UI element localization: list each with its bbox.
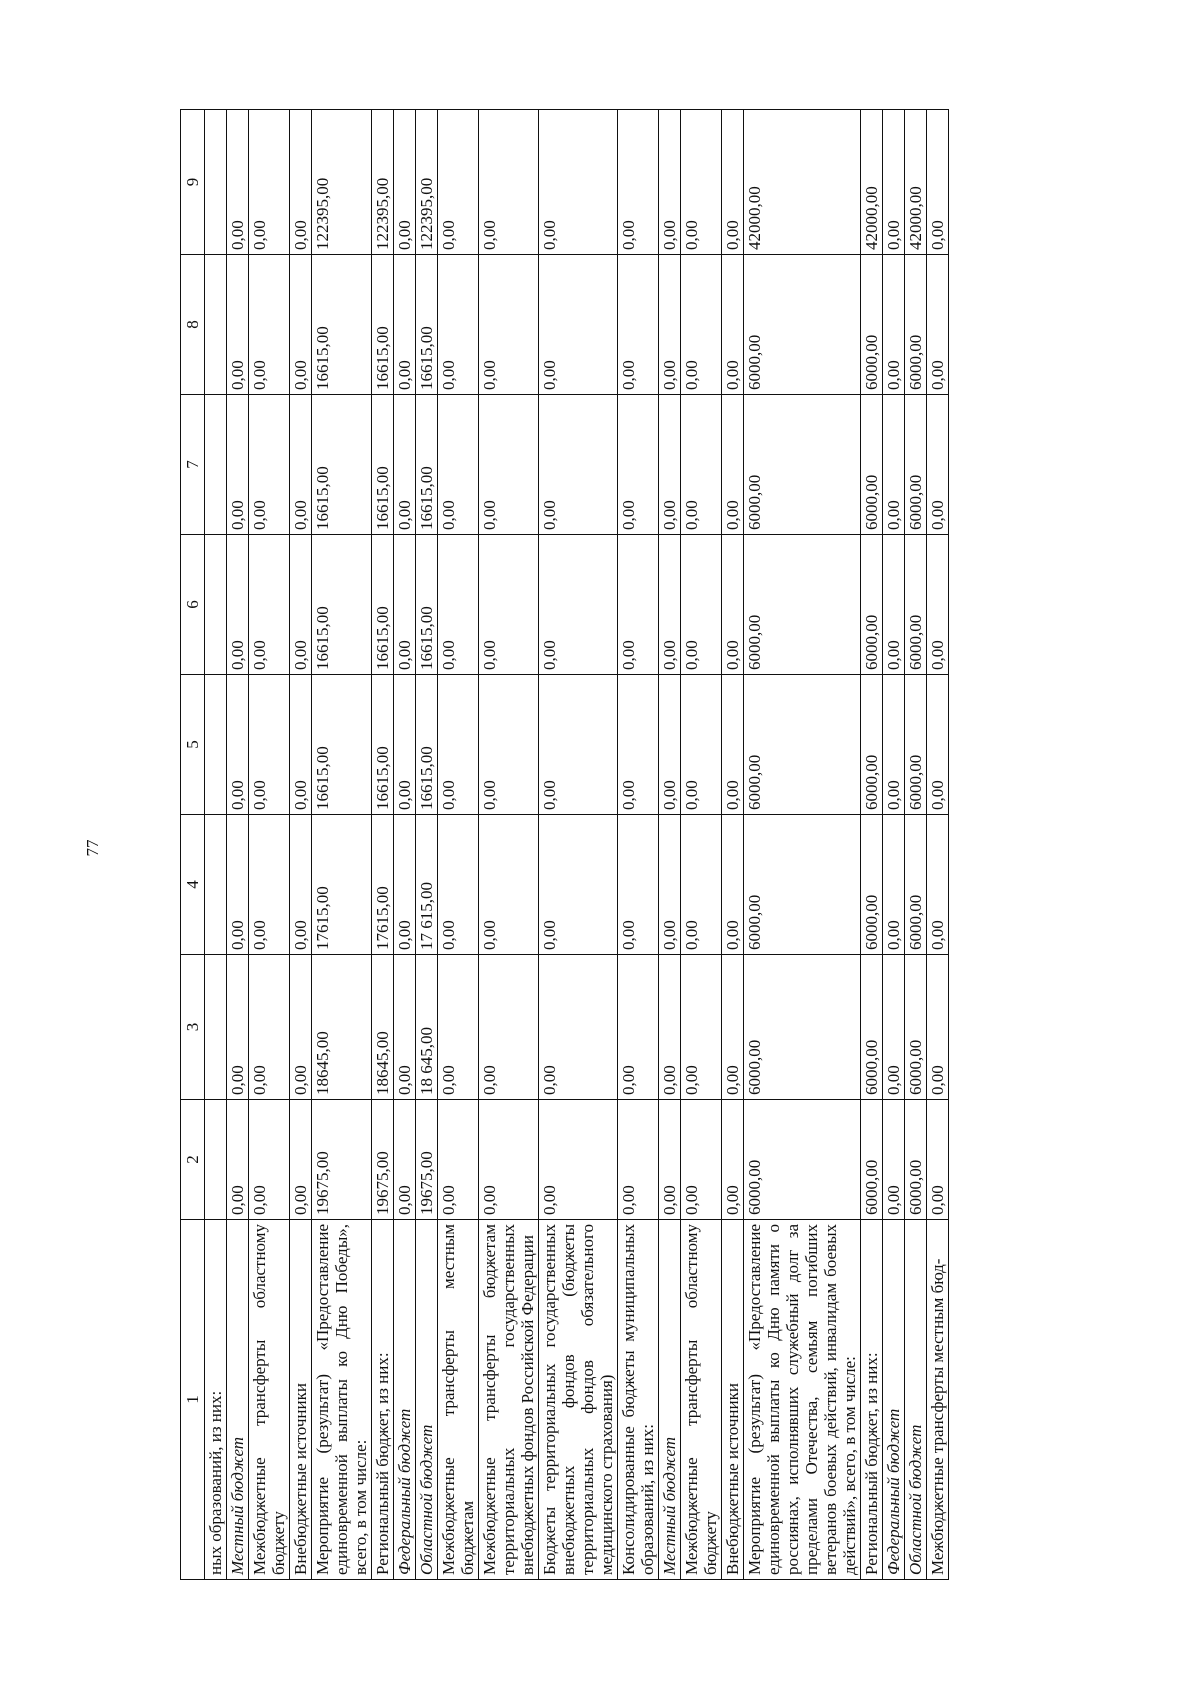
table-cell-value: 16615,00 [416, 675, 438, 815]
table-cell-value: 0,00 [722, 955, 744, 1100]
table-cell-value: 0,00 [659, 955, 681, 1100]
table-cell-value: 16615,00 [312, 255, 372, 395]
row-label: Мероприятие (результат) «Предоставление единовременной выплаты ко Дню памяти о россиянах, исполнявших служебный долг за пределами Отечества, семьям погибших ветеранов боевых действий, инвалидам боевых действий», всего, в том числе: [744, 1220, 861, 1580]
table-cell-value: 17615,00 [372, 815, 394, 955]
table-cell-value: 0,00 [539, 535, 618, 675]
table-cell-value: 0,00 [249, 395, 290, 535]
table-cell-value: 122395,00 [372, 110, 394, 255]
table-cell-value: 0,00 [883, 535, 905, 675]
table-cell-value: 0,00 [681, 395, 722, 535]
table-cell-value: 0,00 [438, 955, 479, 1100]
column-header: 1 [181, 1220, 205, 1580]
table-cell-value: 0,00 [249, 815, 290, 955]
table-cell-value: 0,00 [722, 395, 744, 535]
table-cell-value: 0,00 [883, 1100, 905, 1220]
table-row [905, 110, 927, 1580]
table-cell-value: 42000,00 [861, 110, 883, 255]
table-cell-value: 0,00 [227, 255, 249, 395]
row-label: Региональный бюджет, из них: [372, 1220, 394, 1580]
table-body [205, 110, 949, 1580]
table-cell-value: 0,00 [681, 535, 722, 675]
table-cell-value: 0,00 [539, 675, 618, 815]
table-cell-value: 42000,00 [744, 110, 861, 255]
table-cell-value: 0,00 [681, 110, 722, 255]
table-cell-value: 0,00 [927, 815, 949, 955]
table-cell-value: 6000,00 [905, 1100, 927, 1220]
table-cell-value: 6000,00 [861, 535, 883, 675]
row-label: Бюджеты территориальных государственных внебюджетных фондов (бюджеты территориальных фондов обязательного медицинского страхования) [539, 1220, 618, 1580]
table-cell-value: 0,00 [249, 255, 290, 395]
page-number: 77 [83, 839, 102, 857]
table-cell-value: 0,00 [394, 675, 416, 815]
table-cell-value: 0,00 [927, 110, 949, 255]
table-cell-value: 18 645,00 [416, 955, 438, 1100]
table-cell-value: 0,00 [883, 255, 905, 395]
table-cell-value: 19675,00 [312, 1100, 372, 1220]
table-cell-value: 0,00 [249, 535, 290, 675]
table-cell-value: 0,00 [438, 395, 479, 535]
table-cell-value: 122395,00 [312, 110, 372, 255]
table-cell-value: 0,00 [539, 1100, 618, 1220]
table-row [618, 110, 659, 1580]
row-label: Мероприятие (результат) «Предоставление единовременной выплаты ко Дню Победы», всего, в том числе: [312, 1220, 372, 1580]
table-row [205, 110, 227, 1580]
table-cell-value: 0,00 [618, 675, 659, 815]
table-cell-value: 6000,00 [861, 1100, 883, 1220]
table-cell-value: 0,00 [394, 815, 416, 955]
table-cell-value: 0,00 [249, 675, 290, 815]
table-row [861, 110, 883, 1580]
table-cell-value [205, 535, 227, 675]
row-label: Межбюджетные трансферты областному бюджету [681, 1220, 722, 1580]
column-header: 5 [181, 675, 205, 815]
table-cell-value: 0,00 [659, 535, 681, 675]
table-cell-value: 0,00 [681, 675, 722, 815]
table-cell-value: 0,00 [227, 395, 249, 535]
table-cell-value: 0,00 [227, 1100, 249, 1220]
table-cell-value: 0,00 [539, 815, 618, 955]
table-cell-value: 6000,00 [744, 255, 861, 395]
table-cell-value: 0,00 [618, 955, 659, 1100]
table-cell-value: 0,00 [927, 535, 949, 675]
table-cell-value: 0,00 [659, 815, 681, 955]
column-header: 2 [181, 1100, 205, 1220]
table-cell-value: 0,00 [479, 255, 539, 395]
table-cell-value: 0,00 [618, 1100, 659, 1220]
row-label: Областной бюджет [416, 1220, 438, 1580]
table-cell-value: 0,00 [290, 955, 312, 1100]
table-cell-value: 0,00 [394, 535, 416, 675]
table-cell-value: 6000,00 [861, 255, 883, 395]
table-cell-value: 0,00 [927, 955, 949, 1100]
table-cell-value: 0,00 [438, 535, 479, 675]
table-row [539, 110, 618, 1580]
table-cell-value: 0,00 [722, 535, 744, 675]
row-label: Внебюджетные источники [722, 1220, 744, 1580]
table-cell-value: 0,00 [249, 955, 290, 1100]
table-cell-value: 6000,00 [905, 955, 927, 1100]
table-cell-value: 0,00 [927, 675, 949, 815]
table-cell-value: 0,00 [539, 395, 618, 535]
row-label: Межбюджетные трансферты бюджетам территориальных государственных внебюджетных фондов Российской Федерации [479, 1220, 539, 1580]
column-header: 4 [181, 815, 205, 955]
table-cell-value: 16615,00 [416, 255, 438, 395]
table-cell-value: 16615,00 [372, 255, 394, 395]
table-cell-value: 0,00 [883, 110, 905, 255]
table-row [249, 110, 290, 1580]
table-cell-value: 18645,00 [372, 955, 394, 1100]
table-cell-value: 0,00 [479, 955, 539, 1100]
table-cell-value: 0,00 [618, 110, 659, 255]
table-cell-value [205, 815, 227, 955]
column-header: 6 [181, 535, 205, 675]
table-cell-value: 0,00 [722, 255, 744, 395]
table-cell-value: 0,00 [659, 675, 681, 815]
table-cell-value: 6000,00 [744, 395, 861, 535]
table-cell-value: 0,00 [290, 395, 312, 535]
row-label: Местный бюджет [227, 1220, 249, 1580]
table-cell-value: 0,00 [394, 395, 416, 535]
table-cell-value: 0,00 [438, 1100, 479, 1220]
row-label: Внебюджетные источники [290, 1220, 312, 1580]
table-cell-value: 6000,00 [861, 815, 883, 955]
table-cell-value: 0,00 [618, 255, 659, 395]
table-cell-value: 16615,00 [372, 535, 394, 675]
table-cell-value: 0,00 [681, 815, 722, 955]
table-cell-value: 0,00 [681, 255, 722, 395]
table-cell-value: 6000,00 [905, 535, 927, 675]
table-cell-value: 0,00 [681, 955, 722, 1100]
table-cell-value: 0,00 [249, 1100, 290, 1220]
table-cell-value: 16615,00 [416, 395, 438, 535]
table-cell-value: 0,00 [394, 255, 416, 395]
table-cell-value: 0,00 [290, 110, 312, 255]
table-cell-value: 0,00 [659, 395, 681, 535]
table-row [416, 110, 438, 1580]
table-cell-value: 16615,00 [372, 395, 394, 535]
row-label: Консолидированные бюджеты муниципальных образований, из них: [618, 1220, 659, 1580]
row-label: Федеральный бюджет [394, 1220, 416, 1580]
table-cell-value: 0,00 [290, 255, 312, 395]
table-cell-value: 0,00 [539, 955, 618, 1100]
table-cell-value: 0,00 [722, 1100, 744, 1220]
table-cell-value: 0,00 [227, 110, 249, 255]
column-header: 8 [181, 255, 205, 395]
table-cell-value: 0,00 [394, 955, 416, 1100]
table-cell-value: 6000,00 [905, 675, 927, 815]
table-cell-value: 0,00 [479, 395, 539, 535]
row-label: Федеральный бюджет [883, 1220, 905, 1580]
table-cell-value: 0,00 [618, 535, 659, 675]
table-cell-value: 6000,00 [905, 395, 927, 535]
table-cell-value: 0,00 [722, 675, 744, 815]
table-row [883, 110, 905, 1580]
table-cell-value: 0,00 [438, 110, 479, 255]
table-cell-value [205, 955, 227, 1100]
table-cell-value: 0,00 [290, 815, 312, 955]
table-cell-value: 6000,00 [744, 675, 861, 815]
table-cell-value: 6000,00 [861, 395, 883, 535]
table-cell-value: 16615,00 [312, 535, 372, 675]
table-cell-value: 18645,00 [312, 955, 372, 1100]
table-cell-value: 0,00 [438, 255, 479, 395]
table-cell-value: 6000,00 [905, 255, 927, 395]
table-row [290, 110, 312, 1580]
table-cell-value: 0,00 [659, 255, 681, 395]
table-cell-value: 0,00 [927, 255, 949, 395]
table-cell-value: 6000,00 [861, 955, 883, 1100]
row-label: ных образований, из них: [205, 1220, 227, 1580]
rotated-table-container [180, 110, 1040, 1580]
table-cell-value: 0,00 [479, 110, 539, 255]
table-cell-value: 16615,00 [372, 675, 394, 815]
table-cell-value: 16615,00 [312, 675, 372, 815]
table-cell-value: 16615,00 [312, 395, 372, 535]
table-cell-value: 0,00 [227, 955, 249, 1100]
table-row [372, 110, 394, 1580]
row-label: Региональный бюджет, из них: [861, 1220, 883, 1580]
budget-table [180, 109, 949, 1580]
row-label: Межбюджетные трансферты областному бюджету [249, 1220, 290, 1580]
table-cell-value: 0,00 [927, 1100, 949, 1220]
table-cell-value: 0,00 [479, 815, 539, 955]
table-cell-value: 0,00 [659, 110, 681, 255]
table-cell-value: 0,00 [227, 535, 249, 675]
table-cell-value: 0,00 [394, 1100, 416, 1220]
table-cell-value [205, 255, 227, 395]
table-cell-value: 0,00 [479, 535, 539, 675]
table-cell-value: 16615,00 [416, 535, 438, 675]
table-cell-value: 0,00 [618, 815, 659, 955]
table-cell-value: 0,00 [883, 815, 905, 955]
row-label: Межбюджетные трансферты местным бюд- [927, 1220, 949, 1580]
table-cell-value: 0,00 [479, 675, 539, 815]
table-cell-value: 19675,00 [372, 1100, 394, 1220]
table-cell-value: 0,00 [883, 395, 905, 535]
table-cell-value: 0,00 [539, 110, 618, 255]
table-cell-value [205, 675, 227, 815]
table-cell-value: 0,00 [479, 1100, 539, 1220]
table-row [722, 110, 744, 1580]
row-label: Межбюджетные трансферты местным бюджетам [438, 1220, 479, 1580]
table-cell-value: 0,00 [722, 110, 744, 255]
table-cell-value: 0,00 [618, 395, 659, 535]
table-cell-value [205, 110, 227, 255]
table-row [227, 110, 249, 1580]
table-cell-value: 0,00 [539, 255, 618, 395]
table-cell-value: 0,00 [438, 675, 479, 815]
column-header: 3 [181, 955, 205, 1100]
table-cell-value: 6000,00 [744, 535, 861, 675]
table-cell-value: 0,00 [438, 815, 479, 955]
table-cell-value: 0,00 [227, 675, 249, 815]
table-cell-value: 6000,00 [744, 955, 861, 1100]
table-row [394, 110, 416, 1580]
table-cell-value [205, 1100, 227, 1220]
table-cell-value: 6000,00 [861, 675, 883, 815]
table-cell-value: 6000,00 [905, 815, 927, 955]
table-row [438, 110, 479, 1580]
table-cell-value: 0,00 [883, 675, 905, 815]
row-label: Областной бюджет [905, 1220, 927, 1580]
table-cell-value: 6000,00 [744, 815, 861, 955]
table-cell-value: 0,00 [722, 815, 744, 955]
table-cell-value: 42000,00 [905, 110, 927, 255]
column-header: 7 [181, 395, 205, 535]
table-cell-value: 0,00 [290, 675, 312, 815]
row-label: Местный бюджет [659, 1220, 681, 1580]
table-cell-value: 0,00 [883, 955, 905, 1100]
table-row [479, 110, 539, 1580]
table-row [744, 110, 861, 1580]
table-cell-value [205, 395, 227, 535]
table-cell-value: 0,00 [227, 815, 249, 955]
column-header: 9 [181, 110, 205, 255]
table-cell-value: 122395,00 [416, 110, 438, 255]
table-cell-value: 19675,00 [416, 1100, 438, 1220]
table-cell-value: 0,00 [249, 110, 290, 255]
table-row [659, 110, 681, 1580]
table-row [681, 110, 722, 1580]
table-cell-value: 0,00 [927, 395, 949, 535]
table-cell-value: 0,00 [659, 1100, 681, 1220]
table-cell-value: 6000,00 [744, 1100, 861, 1220]
table-cell-value: 0,00 [290, 1100, 312, 1220]
table-cell-value: 17 615,00 [416, 815, 438, 955]
table-cell-value: 0,00 [290, 535, 312, 675]
table-row [927, 110, 949, 1580]
table-cell-value: 0,00 [681, 1100, 722, 1220]
table-cell-value: 17615,00 [312, 815, 372, 955]
table-cell-value: 0,00 [394, 110, 416, 255]
header-row [181, 110, 205, 1580]
table-row [312, 110, 372, 1580]
